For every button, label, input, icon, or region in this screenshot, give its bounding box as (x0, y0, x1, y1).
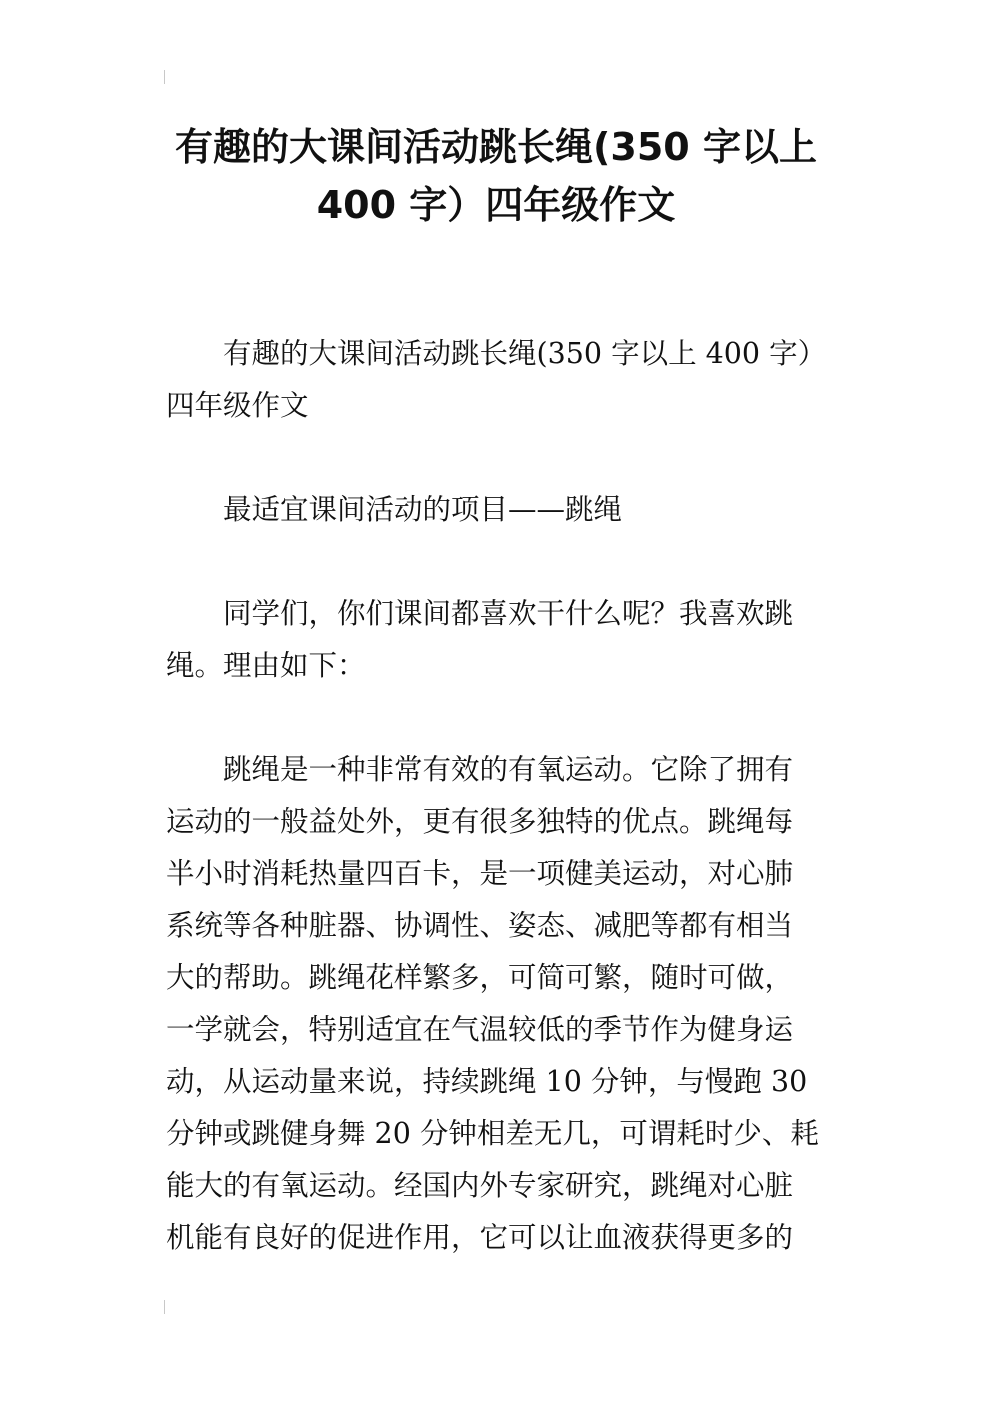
paragraph-line: 运动的一般益处外，更有很多独特的优点。跳绳每 (166, 805, 794, 838)
paragraph-line: 有趣的大课间活动跳长绳(350 字以上 400 字） (223, 337, 827, 370)
paragraph-line: 半小时消耗热量四百卡，是一项健美运动，对心肺 (166, 857, 794, 890)
paragraph-subtitle (166, 328, 830, 432)
paragraph-line: 分钟或跳健身舞 20 分钟相差无几，可谓耗时少、耗 (166, 1117, 819, 1150)
paragraph-intro (166, 588, 830, 692)
paragraph-line: 跳绳是一种非常有效的有氧运动。它除了拥有 (223, 753, 794, 786)
paragraph-line: 最适宜课间活动的项目——跳绳 (223, 493, 623, 526)
document-title (160, 118, 832, 234)
paragraph-line: 大的帮助。跳绳花样繁多，可简可繁，随时可做， (166, 961, 794, 994)
paragraph-line: 系统等各种脏器、协调性、姿态、减肥等都有相当 (166, 909, 794, 942)
paragraph-line: 绳。理由如下： (166, 649, 366, 682)
paragraph-line: 四年级作文 (166, 389, 309, 422)
paragraph-line: 动，从运动量来说，持续跳绳 10 分钟，与慢跑 30 (166, 1065, 808, 1098)
paragraph-main (166, 744, 830, 1264)
page-corner-mark-bottom (164, 1300, 165, 1314)
page-corner-mark-top (164, 70, 165, 84)
title-line-2: 400 字）四年级作文 (316, 183, 676, 227)
paragraph-line: 机能有良好的促进作用，它可以让血液获得更多的 (166, 1221, 794, 1254)
paragraph-line: 一学就会，特别适宜在气温较低的季节作为健身运 (166, 1013, 794, 1046)
paragraph-line: 能大的有氧运动。经国内外专家研究，跳绳对心脏 (166, 1169, 794, 1202)
title-line-1: 有趣的大课间活动跳长绳(350 字以上 (175, 125, 817, 169)
document-body (166, 328, 830, 1264)
paragraph-heading (166, 484, 830, 536)
paragraph-line: 同学们，你们课间都喜欢干什么呢？我喜欢跳 (223, 597, 794, 630)
